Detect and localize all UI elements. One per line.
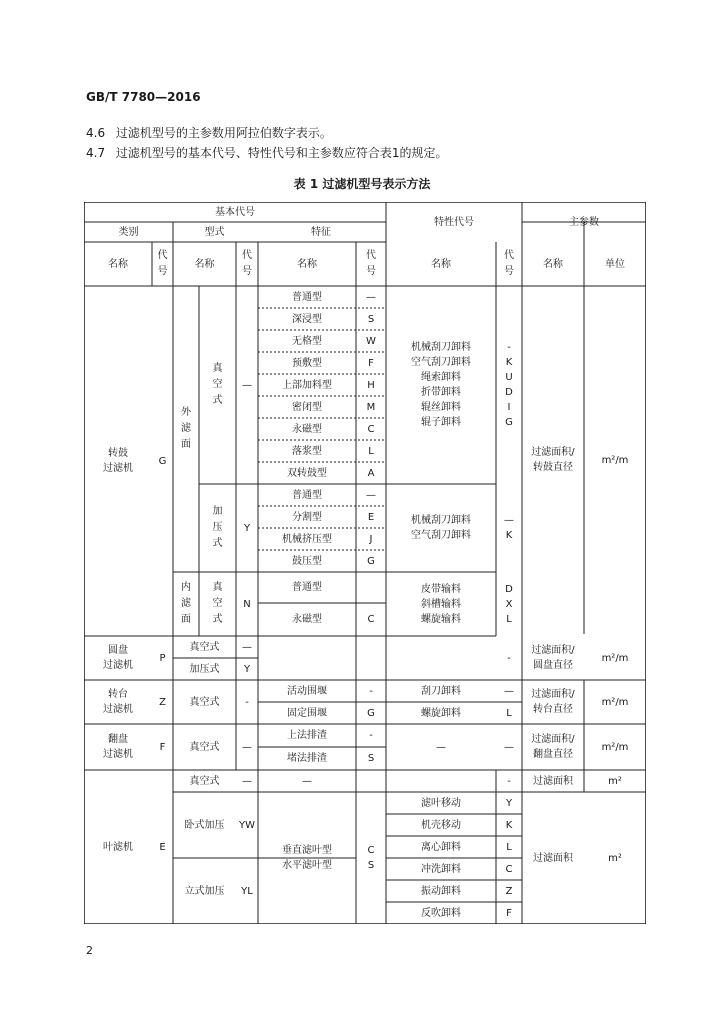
leaf-type-vacuum: 真空式 bbox=[189, 775, 220, 787]
drum-press-feature-code: J bbox=[369, 533, 373, 545]
turntable-feature-code: G bbox=[367, 707, 375, 719]
leaf-char-name: 冲洗卸料 bbox=[421, 863, 461, 875]
leaf-char-code: L bbox=[506, 841, 512, 853]
drum-vac-feature-code: S bbox=[367, 313, 375, 325]
drum-vacuum-code: — bbox=[242, 379, 252, 391]
header-type-name: 名称 bbox=[194, 258, 215, 270]
header-category-name: 名称 bbox=[108, 258, 128, 270]
header-category: 类别 bbox=[118, 226, 139, 238]
disc-param-unit: m²/m bbox=[601, 652, 629, 664]
drum-inner-surface: 内 滤 面 bbox=[181, 582, 191, 625]
tilting-pan-char-code: — bbox=[504, 741, 514, 753]
drum-press-feature-name: 普通型 bbox=[292, 489, 322, 501]
turntable-char-name: 刮刀卸料 bbox=[421, 685, 461, 697]
paragraph-text: 过滤机型号的主参数用阿拉伯数字表示。 bbox=[115, 126, 332, 140]
leaf-vacuum-param-unit: m² bbox=[608, 775, 622, 787]
disc-type-pressure: 加压式 bbox=[189, 663, 220, 675]
drum-press-feature-name: 分割型 bbox=[292, 511, 322, 523]
turntable-filter-name: 转台 过滤机 bbox=[103, 689, 133, 715]
leaf-type-horizontal: 卧式加压 bbox=[184, 819, 225, 831]
leaf-char-code: F bbox=[506, 907, 512, 919]
header-category-code: 代 号 bbox=[157, 250, 168, 277]
leaf-char-code: C bbox=[505, 863, 513, 875]
drum-char-codes-inner: D X L bbox=[505, 583, 513, 625]
drum-vac-feature-name: 深浸型 bbox=[292, 313, 322, 325]
leaf-char-name: 离心卸料 bbox=[421, 841, 461, 853]
header-feature-name: 名称 bbox=[297, 258, 317, 270]
drum-vac-feature-name: 密闭型 bbox=[292, 401, 322, 413]
leaf-param-name: 过滤面积 bbox=[533, 852, 573, 864]
turntable-param-name: 过滤面积/ 转台直径 bbox=[531, 689, 575, 715]
drum-press-feature-name: 机械挤压型 bbox=[282, 533, 332, 545]
drum-vac-feature-name: 预敷型 bbox=[292, 357, 322, 369]
drum-inner-feature-name: 永磁型 bbox=[292, 614, 322, 625]
turntable-char-code: — bbox=[504, 685, 514, 697]
header-main-param: 主参数 bbox=[569, 216, 599, 228]
paragraph-4-6 bbox=[86, 124, 332, 141]
leaf-param-unit: m² bbox=[608, 852, 622, 864]
paragraph-number: 4.7 bbox=[86, 146, 106, 160]
turntable-char-name: 螺旋卸料 bbox=[421, 707, 461, 719]
drum-vac-feature-name: 落浆型 bbox=[292, 445, 322, 457]
tilting-pan-filter-name: 翻盘 过滤机 bbox=[103, 734, 133, 760]
leaf-vacuum-char-code: - bbox=[507, 775, 511, 787]
leaf-type-horizontal-code: YW bbox=[239, 819, 255, 831]
leaf-vacuum-param-name: 过滤面积 bbox=[533, 775, 573, 787]
leaf-filter-name: 叶滤机 bbox=[103, 841, 133, 853]
tilting-pan-filter-code: F bbox=[159, 741, 166, 753]
turntable-feature-name: 固定围堰 bbox=[287, 707, 327, 719]
leaf-type-vertical: 立式加压 bbox=[184, 885, 225, 897]
paragraph-number: 4.6 bbox=[86, 126, 106, 140]
drum-vac-feature-code: F bbox=[368, 357, 374, 369]
leaf-filter-code: E bbox=[159, 841, 166, 853]
drum-vac-feature-code: H bbox=[367, 379, 375, 391]
drum-vac-feature-name: 无格型 bbox=[292, 335, 322, 347]
drum-vac-feature-name: 永磁型 bbox=[292, 423, 322, 435]
header-basic-code: 基本代号 bbox=[215, 206, 255, 218]
drum-vacuum-type: 真 空 式 bbox=[212, 363, 223, 406]
disc-char-code: - bbox=[507, 652, 511, 664]
leaf-char-name: 机壳移动 bbox=[421, 819, 461, 831]
drum-param-unit: m²/m bbox=[601, 454, 629, 466]
drum-inner-vacuum-type: 真 空 式 bbox=[212, 582, 223, 625]
drum-inner-feature-name: 普通型 bbox=[292, 582, 322, 593]
drum-vac-feature-code: — bbox=[366, 291, 376, 303]
turntable-feature-code: - bbox=[369, 685, 373, 697]
tilting-pan-param-unit: m²/m bbox=[601, 741, 629, 753]
drum-char-names-pressure: 机械刮刀卸料 空气刮刀卸料 bbox=[411, 515, 471, 541]
drum-vac-feature-name: 上部加料型 bbox=[282, 379, 332, 391]
tilting-pan-feature-code: - bbox=[369, 730, 373, 741]
drum-vac-feature-code: M bbox=[366, 401, 376, 413]
turntable-char-code: L bbox=[506, 707, 512, 719]
disc-type-vacuum: 真空式 bbox=[189, 641, 220, 653]
leaf-char-name: 振动卸料 bbox=[421, 885, 461, 897]
leaf-type-vertical-code: YL bbox=[241, 885, 253, 897]
header-char-code: 代 号 bbox=[504, 250, 514, 277]
turntable-feature-name: 活动围堰 bbox=[287, 685, 327, 697]
drum-filter-name: 转鼓 过滤机 bbox=[103, 448, 133, 474]
table-caption: 表 1 过滤机型号表示方法 bbox=[293, 177, 431, 191]
drum-inner-feature-code: C bbox=[367, 614, 375, 625]
leaf-vacuum-feature: — bbox=[302, 775, 312, 787]
leaf-feature-codes: C S bbox=[367, 845, 375, 871]
drum-vac-feature-name: 普通型 bbox=[292, 291, 322, 303]
disc-type-pressure-code: Y bbox=[243, 663, 251, 675]
standard-code: GB/T 7780—2016 bbox=[86, 90, 201, 104]
drum-char-names-inner: 皮带输料 斜槽输料 螺旋输料 bbox=[421, 583, 461, 625]
header-param-name: 名称 bbox=[543, 258, 563, 270]
header-char-name: 名称 bbox=[431, 258, 451, 270]
drum-param-name: 过滤面积/ 转鼓直径 bbox=[531, 447, 575, 473]
drum-vac-feature-code: L bbox=[368, 445, 374, 457]
disc-type-vacuum-code: — bbox=[242, 641, 252, 653]
drum-vac-feature-code: C bbox=[367, 423, 375, 435]
drum-char-codes-pressure: — K bbox=[504, 515, 514, 541]
drum-char-names-vacuum: 机械刮刀卸料 空气刮刀卸料 绳索卸料 折带卸料 辊丝卸料 辊子卸料 bbox=[411, 342, 471, 428]
leaf-char-code: Y bbox=[505, 797, 513, 809]
leaf-features: 垂直滤叶型 水平滤叶型 bbox=[282, 845, 332, 871]
tilting-pan-feature-name: 上法排渣 bbox=[287, 730, 327, 741]
header-feature: 特征 bbox=[311, 226, 331, 238]
model-designation-table bbox=[84, 202, 646, 924]
tilting-pan-type-code: — bbox=[242, 741, 252, 753]
drum-pressure-type: 加 压 式 bbox=[212, 506, 223, 549]
turntable-type-code: - bbox=[245, 696, 249, 708]
leaf-char-code: Z bbox=[505, 885, 513, 897]
drum-char-codes-vacuum: - K U D I G bbox=[505, 342, 513, 428]
drum-press-feature-code: — bbox=[366, 489, 376, 501]
disc-filter-name: 圆盘 过滤机 bbox=[103, 645, 133, 671]
paragraph-4-7 bbox=[86, 144, 447, 161]
drum-press-feature-code: E bbox=[367, 511, 375, 523]
drum-press-feature-name: 鼓压型 bbox=[292, 555, 322, 567]
drum-vac-feature-name: 双转鼓型 bbox=[287, 467, 327, 479]
header-type-code: 代 号 bbox=[242, 250, 252, 277]
turntable-param-unit: m²/m bbox=[601, 696, 629, 708]
disc-filter-code: P bbox=[159, 652, 166, 664]
disc-param-name: 过滤面积/ 圆盘直径 bbox=[531, 645, 575, 671]
paragraph-text: 过滤机型号的基本代号、特性代号和主参数应符合表1的规定。 bbox=[115, 146, 448, 160]
leaf-char-code: K bbox=[505, 819, 513, 831]
leaf-type-vacuum-code: — bbox=[242, 775, 252, 787]
header-characteristic-code: 特性代号 bbox=[434, 216, 474, 228]
tilting-pan-feature-name: 堵法排渣 bbox=[287, 753, 327, 764]
tilting-pan-feature-code: S bbox=[367, 753, 375, 764]
header-type: 型式 bbox=[204, 226, 225, 238]
drum-inner-feature-code bbox=[356, 572, 386, 603]
tilting-pan-type: 真空式 bbox=[189, 741, 220, 753]
leaf-char-name: 反吹卸料 bbox=[421, 907, 461, 919]
turntable-type: 真空式 bbox=[189, 696, 220, 708]
tilting-pan-param-name: 过滤面积/ 翻盘直径 bbox=[531, 734, 575, 760]
header-feature-code: 代 号 bbox=[366, 250, 376, 277]
drum-inner-code: N bbox=[243, 598, 251, 610]
page-number: 2 bbox=[86, 944, 93, 957]
tilting-pan-char-name: — bbox=[436, 741, 446, 753]
drum-press-feature-code: G bbox=[367, 555, 375, 567]
turntable-filter-code: Z bbox=[159, 696, 166, 708]
drum-pressure-code: Y bbox=[243, 522, 251, 534]
drum-outer-surface: 外 滤 面 bbox=[181, 407, 191, 450]
drum-vac-feature-code: A bbox=[367, 467, 375, 479]
drum-vac-feature-code: W bbox=[366, 335, 376, 347]
leaf-char-name: 滤叶移动 bbox=[421, 797, 461, 809]
header-unit: 单位 bbox=[605, 258, 625, 270]
drum-filter-code: G bbox=[158, 455, 167, 467]
